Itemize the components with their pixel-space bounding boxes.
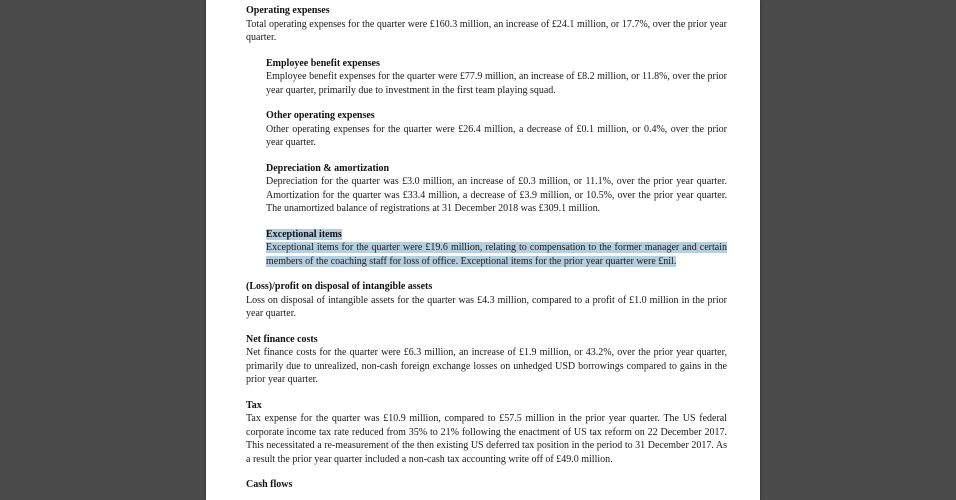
- section-paragraph[interactable]: Total operating expenses for the quarter were £160.3 million, an increase of £24.1 million, or 17.7%, over the prior year quarter.: [246, 18, 727, 43]
- section-tax: [246, 399, 727, 467]
- section-paragraph[interactable]: Loss on disposal of intangible assets for the quarter was £4.3 million, compared to a profit of £1.0 million in the prior year quarter.: [246, 294, 727, 319]
- section-net-finance-costs: [246, 333, 727, 387]
- section-paragraph[interactable]: Employee benefit expenses for the quarter were £77.9 million, an increase of £8.2 million, or 11.8%, over the prior year quarter, primarily due to investment in the first team playing squad.: [266, 71, 727, 96]
- section-heading[interactable]: Cash flows: [246, 479, 293, 490]
- section-cash-flows: [246, 478, 727, 492]
- section-heading[interactable]: Other operating expenses: [266, 110, 375, 121]
- section-other-operating-expenses: [266, 109, 727, 150]
- section-paragraph-selected[interactable]: [266, 241, 727, 268]
- section-paragraph[interactable]: Depreciation for the quarter was £3.0 million, an increase of £0.3 million, or 11.1%, over the prior year quarter. Amortization for the quarter was £33.4 million, a decrease of £3.9 million, or 10.5%, over the prior year quarter. The unamortized balance of registrations at 31 December 2018 was £309.1 million.: [266, 176, 727, 214]
- section-heading[interactable]: (Loss)/profit on disposal of intangible assets: [246, 281, 433, 292]
- document-page: [206, 0, 760, 500]
- section-heading[interactable]: Tax: [246, 399, 262, 411]
- section-disposal-intangible-assets: [246, 280, 727, 321]
- section-heading-selected[interactable]: [266, 228, 727, 242]
- text-selection[interactable]: Exceptional items: [266, 228, 342, 240]
- section-paragraph[interactable]: Other operating expenses for the quarter were £26.4 million, a decrease of £0.1 million, or 0.4%, over the prior year quarter.: [266, 123, 727, 148]
- section-heading[interactable]: Employee benefit expenses: [266, 57, 380, 69]
- section-employee-benefit-expenses: [266, 57, 727, 98]
- section-paragraph[interactable]: Net finance costs for the quarter were £6.3 million, an increase of £1.9 million, or 43.2%, over the prior year quarter, primarily due to unrealized, non-cash foreign exchange losses on unhedged USD borrowings compared to gains in the prior year quarter.: [246, 347, 727, 385]
- section-heading[interactable]: Depreciation & amortization: [266, 162, 390, 174]
- section-paragraph[interactable]: Tax expense for the quarter was £10.9 million, compared to £57.5 million in the prior year quarter. The US federal corporate income tax rate reduced from 35% to 21% following the enactment of US tax reform on 22 December 2017. This necessitated a re-measurement of the then existing US deferred tax position in the period to 31 December 2017. As a result the prior year quarter included a non-cash tax accounting write off of £49.0 million.: [246, 413, 727, 465]
- section-heading[interactable]: Operating expenses: [246, 5, 330, 16]
- page-content: [246, 4, 727, 500]
- section-exceptional-items: [266, 228, 727, 269]
- text-selection[interactable]: Exceptional items for the quarter were £19.6 million, relating to compensation to the former manager and certain members of the coaching staff for loss of office. Exceptional items for the prior year quarter were £nil.: [266, 242, 727, 267]
- section-heading[interactable]: Net finance costs: [246, 333, 318, 345]
- section-depreciation-amortization: [266, 162, 727, 216]
- section-operating-expenses: [246, 4, 727, 45]
